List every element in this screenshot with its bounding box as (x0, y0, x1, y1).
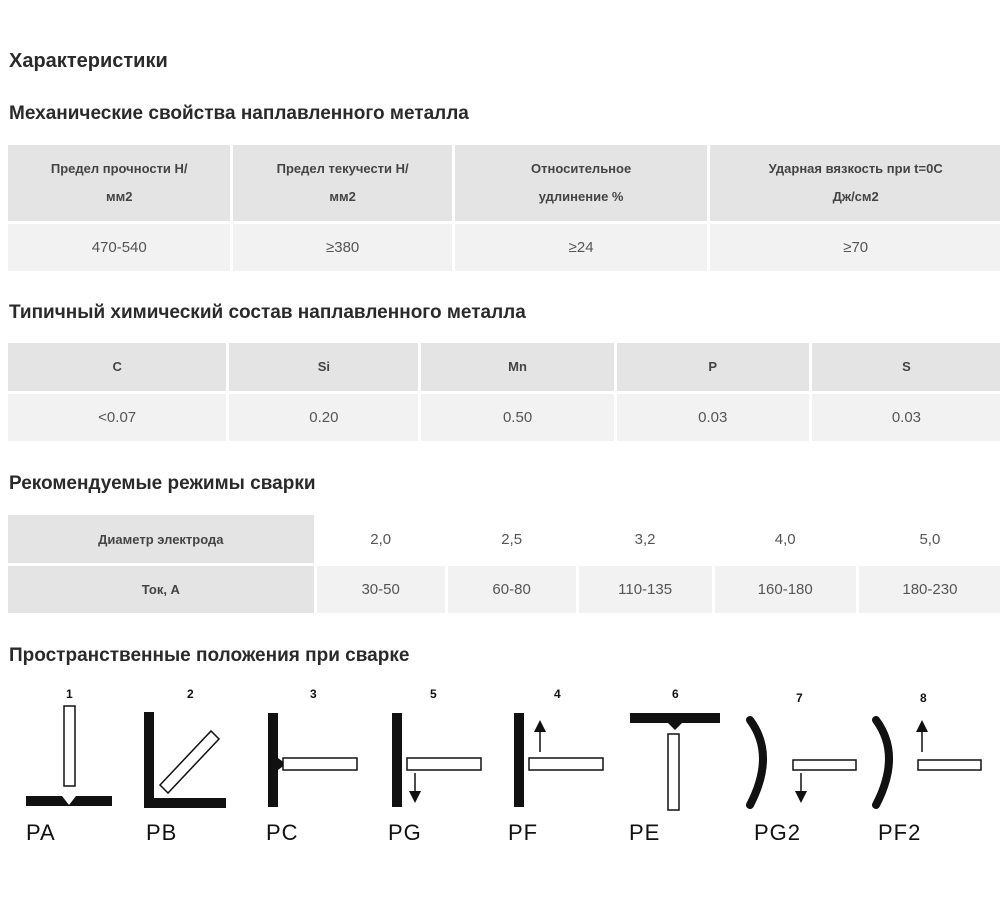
welding-positions-diagram (0, 680, 1000, 860)
chemical-table (5, 343, 1000, 441)
positions-heading: Пространственные положения при сварке (9, 645, 410, 666)
mechanical-heading: Механические свойства наплавленного металла (9, 103, 469, 124)
mech-value-elongation: ≥24 (455, 224, 708, 271)
chem-header-mn: Mn (421, 343, 613, 391)
position-pa-icon (26, 687, 112, 845)
diameter-value: 5,0 (859, 515, 1000, 563)
mech-value-impact: ≥70 (710, 224, 1000, 271)
position-pf-icon (508, 687, 603, 845)
position-pc-icon (266, 687, 357, 845)
mech-header-impact: Ударная вязкость при t=0C Дж/см2 (710, 145, 1000, 221)
svg-text:1: 1 (66, 687, 73, 701)
svg-text:PF: PF (508, 820, 539, 845)
chem-header-s: S (812, 343, 1000, 391)
svg-text:PB: PB (146, 820, 178, 845)
diameter-value: 2,0 (317, 515, 445, 563)
position-pb-icon (144, 687, 226, 845)
svg-text:PC: PC (266, 820, 299, 845)
svg-text:PA: PA (26, 820, 56, 845)
current-value: 180-230 (859, 566, 1000, 613)
welding-table (5, 515, 1000, 613)
svg-text:PF2: PF2 (878, 820, 922, 845)
svg-text:6: 6 (672, 687, 679, 701)
svg-text:PG: PG (388, 820, 422, 845)
svg-text:3: 3 (310, 687, 317, 701)
mech-header-elongation: Относительное удлинение % (455, 145, 708, 221)
diameter-value: 4,0 (715, 515, 856, 563)
chem-header-c: C (8, 343, 226, 391)
current-label: Ток, А (8, 566, 314, 613)
position-pf2-icon (876, 691, 981, 845)
diameter-label: Диаметр электрода (8, 515, 314, 563)
chem-value-si: 0.20 (229, 394, 418, 441)
diameter-value: 2,5 (448, 515, 576, 563)
mech-value-yield: ≥380 (233, 224, 451, 271)
position-pe-icon (629, 687, 720, 845)
position-pg-icon (388, 687, 481, 845)
chem-header-si: Si (229, 343, 418, 391)
chem-value-p: 0.03 (617, 394, 809, 441)
mech-header-strength: Предел прочности Н/ мм2 (8, 145, 230, 221)
chem-value-mn: 0.50 (421, 394, 613, 441)
mechanical-table (5, 145, 1000, 271)
page-title: Характеристики (9, 50, 168, 72)
mech-value-strength: 470-540 (8, 224, 230, 271)
svg-text:PG2: PG2 (754, 820, 802, 845)
current-value: 110-135 (579, 566, 712, 613)
current-value: 30-50 (317, 566, 445, 613)
welding-heading: Рекомендуемые режимы сварки (9, 473, 316, 494)
chem-value-s: 0.03 (812, 394, 1000, 441)
svg-text:8: 8 (920, 691, 927, 705)
svg-text:PE: PE (629, 820, 661, 845)
mech-header-yield: Предел текучести Н/ мм2 (233, 145, 451, 221)
svg-text:2: 2 (187, 687, 194, 701)
svg-text:4: 4 (554, 687, 561, 701)
diameter-value: 3,2 (579, 515, 712, 563)
chemical-heading: Типичный химический состав наплавленного металла (9, 302, 526, 323)
current-value: 160-180 (715, 566, 856, 613)
svg-text:5: 5 (430, 687, 437, 701)
chem-header-p: P (617, 343, 809, 391)
chem-value-c: <0.07 (8, 394, 226, 441)
position-pg2-icon (750, 691, 856, 845)
svg-text:7: 7 (796, 691, 803, 705)
current-value: 60-80 (448, 566, 576, 613)
